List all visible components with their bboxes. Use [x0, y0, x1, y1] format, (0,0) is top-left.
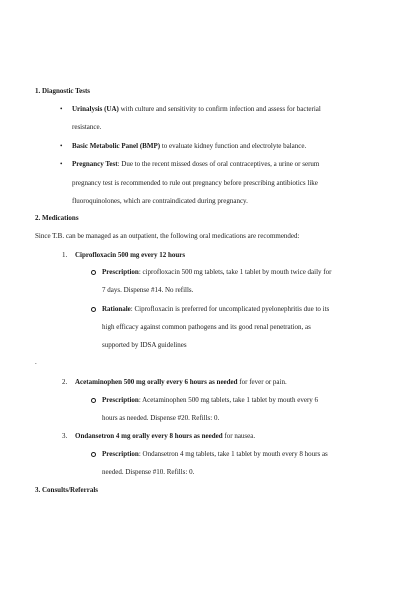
term-pregnancy-test: Pregnancy Test	[72, 160, 118, 168]
bullet-marker: •	[60, 142, 63, 150]
med-number: 3.	[62, 432, 68, 440]
term-prescription: Prescription	[102, 450, 139, 458]
diagnostic-item-bmp	[72, 142, 306, 151]
bullet-marker: •	[60, 105, 63, 113]
term-urinalysis: Urinalysis (UA)	[72, 105, 119, 113]
diagnostic-item-text: to evaluate kidney function and electrolyte balance.	[160, 142, 307, 150]
med-title-suffix: for fever or pain.	[237, 378, 287, 386]
rationale-text: : Ciprofloxacin is preferred for uncomplicated pyelonephritis due to its	[130, 305, 330, 313]
bullet-marker: •	[60, 160, 63, 168]
sub-bullet-circle	[91, 452, 96, 457]
med-title-suffix: for nausea.	[222, 432, 256, 440]
med-rationale-ciprofloxacin	[102, 305, 329, 314]
diagnostic-item-text: : Due to the recent missed doses of oral contraceptives, a urine or serum	[117, 160, 320, 168]
prescription-text-continued: hours as needed. Dispense #20. Refills: 0.	[102, 414, 220, 422]
med-line-acetaminophen	[75, 378, 287, 387]
stray-period: .	[35, 358, 37, 366]
diagnostic-item-pregnancy-test	[72, 160, 319, 169]
med-title-ciprofloxacin: Ciprofloxacin 500 mg every 12 hours	[75, 251, 186, 259]
term-bmp: Basic Metabolic Panel (BMP)	[72, 142, 161, 150]
prescription-text-continued: 7 days. Dispense #14. No refills.	[102, 286, 194, 294]
sub-bullet-circle	[91, 270, 96, 275]
rationale-text-continued: supported by IDSA guidelines	[102, 341, 187, 349]
diagnostic-item-text-continued: fluoroquinolones, which are contraindicated during pregnancy.	[72, 197, 248, 205]
med-prescription-ciprofloxacin	[102, 268, 331, 277]
med-title-ondansetron: Ondansetron 4 mg orally every 8 hours as needed	[75, 432, 223, 440]
sub-bullet-circle	[91, 307, 96, 312]
med-number: 1.	[62, 251, 68, 259]
sub-bullet-circle	[91, 398, 96, 403]
term-rationale: Rationale	[102, 305, 131, 313]
med-line-ondansetron	[75, 432, 255, 441]
section-heading-medications: 2. Medications	[35, 214, 79, 222]
term-prescription: Prescription	[102, 268, 139, 276]
section-heading-diagnostic-tests: 1. Diagnostic Tests	[35, 87, 91, 95]
prescription-text: : Ondansetron 4 mg tablets, take 1 tablet by mouth every 8 hours as	[138, 450, 328, 458]
rationale-text-continued: high efficacy against common pathogens and its good renal penetration, as	[102, 323, 311, 331]
section-heading-consults-referrals: 3. Consults/Referrals	[35, 486, 98, 494]
prescription-text: : ciprofloxacin 500 mg tablets, take 1 tablet by mouth twice daily for	[138, 268, 332, 276]
diagnostic-item-text: with culture and sensitivity to confirm infection and assess for bacterial	[118, 105, 321, 113]
term-prescription: Prescription	[102, 396, 139, 404]
med-number: 2.	[62, 378, 68, 386]
med-prescription-acetaminophen	[102, 396, 318, 405]
diagnostic-item-urinalysis	[72, 105, 321, 114]
med-prescription-ondansetron	[102, 450, 328, 459]
diagnostic-item-text-continued: resistance.	[72, 123, 102, 131]
prescription-text: : Acetaminophen 500 mg tablets, take 1 tablet by mouth every 6	[138, 396, 319, 404]
prescription-text-continued: needed. Dispense #10. Refills: 0.	[102, 468, 195, 476]
diagnostic-item-text-continued: pregnancy test is recommended to rule out pregnancy before prescribing antibiotics like	[72, 179, 318, 187]
med-title-acetaminophen: Acetaminophen 500 mg orally every 6 hours as needed	[75, 378, 238, 386]
medications-intro: Since T.B. can be managed as an outpatient, the following oral medications are recommended:	[35, 232, 300, 240]
